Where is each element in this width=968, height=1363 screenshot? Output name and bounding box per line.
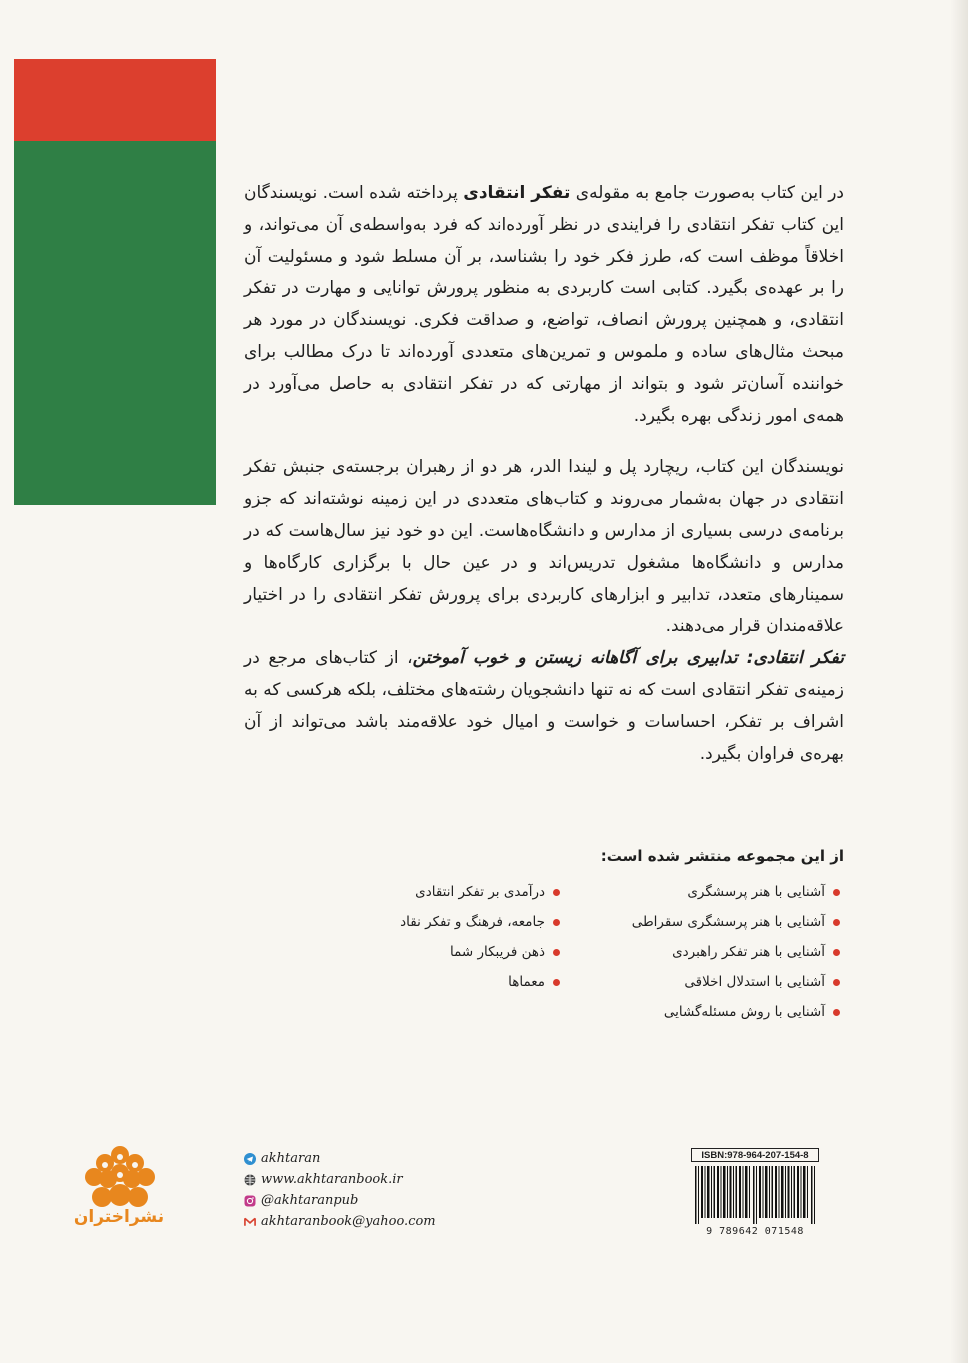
bullet-icon (553, 979, 560, 986)
series-item-title: آشنایی با هنر پرسشگری سقراطی (631, 914, 825, 930)
blurb-p3-rest: ، از کتاب‌های مرجع در زمینه‌ی تفکر انتقادی است که نه تنها دانشجویان رشته‌های مختلف، بلکه هرکسی که به اشراف بر تفکر، احساسات و خواست و امیال خود علاقه‌مند باشد می‌تواند از آن بهره‌ی فراوان بگیرد. (244, 648, 844, 764)
mail-icon (244, 1216, 256, 1228)
contact-email (244, 1211, 436, 1232)
contact-info (244, 1148, 436, 1232)
series-item (400, 937, 560, 967)
isbn-label: ISBN:978-964-207-154-8 (691, 1148, 819, 1162)
instagram-handle: @akhtaranpub (261, 1193, 359, 1208)
publisher-name: نشراختران (73, 1207, 165, 1227)
bullet-icon (833, 889, 840, 896)
bullet-icon (553, 919, 560, 926)
series-item-title: آشنایی با هنر پرسشگری (687, 884, 825, 900)
bullet-icon (833, 979, 840, 986)
contact-instagram (244, 1190, 436, 1211)
email-address: akhtaranbook@yahoo.com (261, 1214, 436, 1229)
page-edge (950, 0, 968, 1363)
website-url: www.akhtaranbook.ir (261, 1172, 403, 1187)
blurb-p1-start: در این کتاب به‌صورت جامع به مقوله‌ی (570, 183, 845, 203)
barcode-bars-icon (695, 1166, 817, 1224)
series-heading: از این مجموعه منتشر شده است: (600, 847, 844, 865)
blurb-p1-highlight: تفکر انتقادی (463, 183, 571, 203)
series-item-title: معماها (508, 974, 545, 990)
instagram-icon (244, 1195, 256, 1207)
blurb-paragraph-2: نویسندگان این کتاب، ریچارد پل و لیندا الدر، هر دو از رهبران برجسته‌ی جنبش تفکر انتقادی در جهان به‌شمار می‌روند و کتاب‌های متعددی در این زمینه نوشته‌اند که جزو برنامه‌ی درسی بسیاری از مدارس و دانشگاه‌هاست. این دو خود نیز سال‌هاست که در مدارس و دانشگاه‌ها مشغول تدریس‌اند و در عین حال با برگزاری کارگاه‌ها و سمینارهای متعدد، تدابیر و ابزارهای کاربردی برای پرورش تفکر انتقادی را در اختیار علاقه‌مندان قرار می‌دهند. (244, 457, 844, 637)
series-item-title: آشنایی با هنر تفکر راهبردی (672, 944, 825, 960)
series-item (400, 877, 560, 907)
series-item (632, 877, 840, 907)
telegram-handle: akhtaran (261, 1151, 321, 1166)
series-item (400, 967, 560, 997)
barcode-digits: 9 789642 071548 (706, 1226, 804, 1237)
series-item (400, 907, 560, 937)
contact-telegram (244, 1148, 436, 1169)
bullet-icon (833, 949, 840, 956)
bullet-icon (833, 919, 840, 926)
red-color-band (14, 59, 216, 141)
series-list-right (632, 877, 840, 1027)
series-item (632, 997, 840, 1027)
blurb-text (244, 178, 844, 790)
bullet-icon (833, 1009, 840, 1016)
blurb-paragraph-3 (244, 643, 844, 770)
green-color-band (14, 141, 216, 505)
blurb-paragraph-1 (244, 178, 844, 432)
series-item (632, 937, 840, 967)
bullet-icon (553, 949, 560, 956)
series-item-title: جامعه، فرهنگ و تفکر نقاد (400, 914, 545, 930)
bullet-icon (553, 889, 560, 896)
series-list-left (400, 877, 560, 997)
series-item-title: آشنایی با روش مسئله‌گشایی (663, 1004, 825, 1020)
series-item-title: درآمدی بر تفکر انتقادی (415, 884, 545, 900)
barcode (691, 1148, 819, 1238)
series-item (632, 967, 840, 997)
series-item (632, 907, 840, 937)
series-item-title: آشنایی با استدلال اخلاقی (684, 974, 825, 990)
contact-website (244, 1169, 436, 1190)
series-item-title: ذهن فریبکار شما (449, 944, 545, 960)
globe-icon (244, 1174, 256, 1186)
book-title-italic: تفکر انتقادی: تدابیری برای آگاهانه زیستن و خوب آموختن (412, 648, 844, 669)
blurb-p1-rest: پرداخته شده است. نویسندگان این کتاب تفکر انتقادی را فرایندی در نظر آورده‌اند که فرد به‌واسطه‌ی آن می‌تواند، و اخلاقاً موظف است که، طرز فکر خود را بشناسد، بر آن مسلط شود و مسئولیت آن را بر عهده‌ی بگیرد. کتابی است کاربردی به منظور پرورش توانایی و مهارت در تفکر انتقادی، و همچنین پرورش انصاف، تواضع، و صداقت فکری. نویسندگان در مورد هر مبحث مثال‌های ساده و ملموس و تمرین‌های متعددی آورده‌اند تا درک مطالب برای خواننده آسان‌تر شود و بتواند از مهارتی که در تفکر انتقادی به حاصل می‌آورد در همه‌ی امور زندگی بهره بگیرد. (244, 183, 844, 426)
telegram-icon (244, 1153, 256, 1165)
